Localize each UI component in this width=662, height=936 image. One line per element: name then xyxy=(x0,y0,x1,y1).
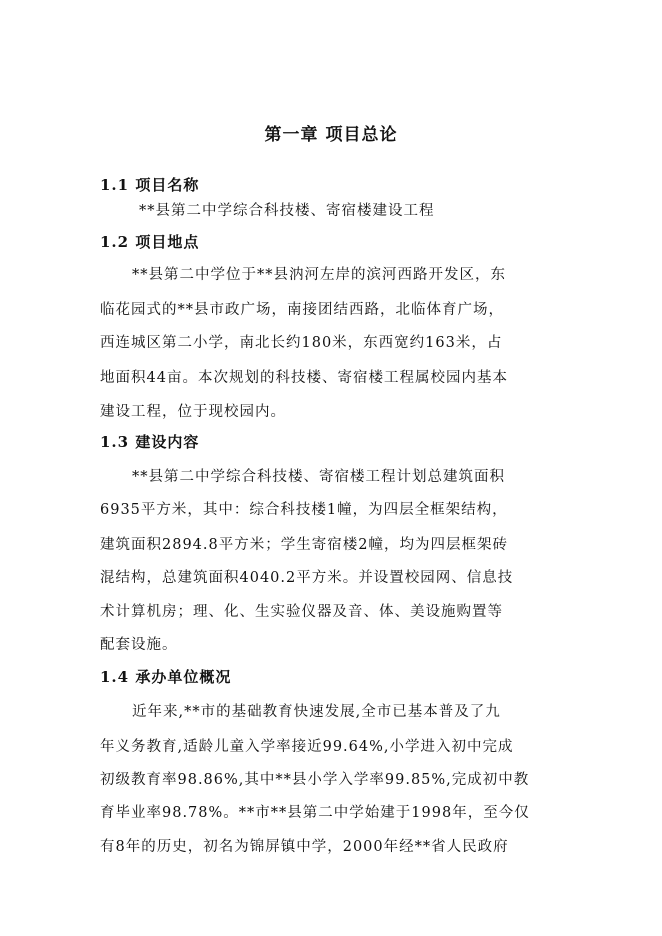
paragraph-line: 临花园式的**县市政广场，南接团结西路，北临体育广场， xyxy=(100,302,504,318)
paragraph-line: 术计算机房；理、化、生实验仪器及音、体、美设施购置等 xyxy=(100,604,503,620)
project-name-line: **县第二中学综合科技楼、寄宿楼建设工程 xyxy=(139,203,435,219)
chapter-title: 第一章 项目总论 xyxy=(264,125,398,145)
section-heading-1-2: 1.2 项目地点 xyxy=(100,233,200,251)
paragraph-line: 混结构，总建筑面积4040.2平方米。并设置校园网、信息技 xyxy=(100,570,514,586)
paragraph-line: 年义务教育,适龄儿童入学率接近99.64%,小学进入初中完成 xyxy=(100,739,514,755)
paragraph-line: 西连城区第二小学，南北长约180米，东西宽约163米，占 xyxy=(100,335,503,351)
paragraph-line: 建筑面积2894.8平方米；学生寄宿楼2幢，均为四层框架砖 xyxy=(100,537,508,553)
section-heading-1-4: 1.4 承办单位概况 xyxy=(100,668,232,686)
paragraph-line: **县第二中学位于**县汭河左岸的滨河西路开发区，东 xyxy=(132,267,506,283)
section-heading-1-3: 1.3 建设内容 xyxy=(100,433,200,451)
paragraph-line: 地面积44亩。本次规划的科技楼、寄宿楼工程属校园内基本 xyxy=(100,370,508,386)
section-heading-1-1: 1.1 项目名称 xyxy=(100,176,200,194)
paragraph-line: 配套设施。 xyxy=(100,637,178,653)
paragraph-line: 初级教育率98.86%,其中**县小学入学率99.85%,完成初中教 xyxy=(100,772,530,788)
paragraph-line: 育毕业率98.78%。**市**县第二中学始建于1998年，至今仅 xyxy=(100,805,530,821)
paragraph-line: **县第二中学综合科技楼、寄宿楼工程计划总建筑面积 xyxy=(132,469,505,485)
paragraph-line: 有8年的历史，初名为锦屏镇中学，2000年经**省人民政府 xyxy=(100,839,509,855)
paragraph-line: 近年来,**市的基础教育快速发展,全市已基本普及了九 xyxy=(132,704,501,720)
paragraph-line: 建设工程，位于现校园内。 xyxy=(100,404,286,420)
paragraph-line: 6935平方米，其中：综合科技楼1幢，为四层全框架结构， xyxy=(100,502,508,518)
